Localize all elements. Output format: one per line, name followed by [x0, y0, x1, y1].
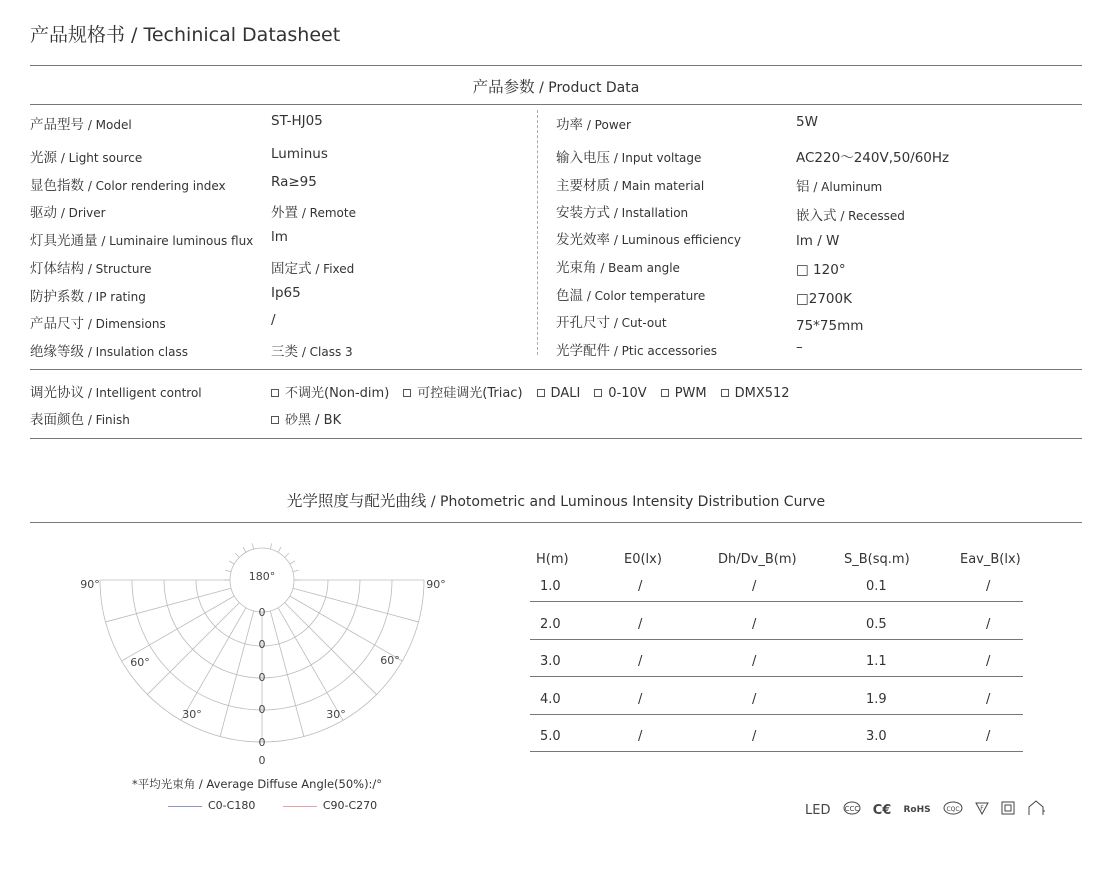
label-cn: 功率: [556, 117, 583, 133]
table-cell: 0.5: [866, 616, 887, 632]
table-cell: /: [986, 729, 991, 744]
f-mark-icon: [975, 801, 989, 819]
table-cell: /: [638, 691, 643, 707]
polar-spoke: [252, 543, 254, 549]
finish-label: 表面颜色 / Finish: [30, 412, 130, 428]
table-cell: 4.0: [540, 691, 561, 707]
divider: [30, 369, 1082, 370]
label-cn: 显色指数: [30, 178, 84, 194]
label-en: / Light source: [57, 151, 143, 165]
table-cell: /: [752, 616, 757, 632]
cqc-icon: [943, 801, 963, 819]
polar-spoke: [220, 611, 254, 737]
table-cell: /: [638, 579, 643, 594]
label-cn: 绝缘等级: [30, 344, 84, 360]
right-label-7: [556, 311, 667, 331]
polar-spoke: [229, 561, 234, 564]
polar-spoke: [293, 588, 419, 622]
table-row: [530, 617, 1023, 640]
table-cell: /: [986, 691, 991, 707]
column-divider: [537, 110, 538, 355]
label-en: / Luminaire luminous flux: [97, 234, 254, 248]
radial-value-label: 0: [258, 638, 266, 651]
polar-spoke: [225, 570, 231, 572]
table-cell: 3.0: [866, 729, 887, 744]
table-cell: 3.0: [540, 654, 561, 669]
right-label-0: [556, 113, 631, 133]
angle-label-30-right: 30°: [326, 708, 346, 721]
legend: [168, 799, 377, 812]
value-en: / Remote: [298, 206, 356, 220]
page-title: 产品规格书 / Techinical Datasheet: [30, 24, 341, 46]
label-en: / Luminous efficiency: [610, 233, 741, 247]
left-label-7: [30, 312, 166, 332]
right-value-0: 5W: [796, 114, 818, 130]
right-value-8: –: [796, 339, 803, 355]
right-value-4: lm / W: [796, 233, 840, 249]
label-cn: 主要材质: [556, 178, 610, 194]
checkbox-icon[interactable]: [661, 389, 669, 397]
table-cell: 1.1: [866, 654, 887, 669]
control-option-label: 可控硅调光(Triac): [417, 386, 523, 401]
right-value-3: [796, 204, 905, 224]
value-en: / Recessed: [836, 209, 905, 223]
table-cell: 0.1: [866, 579, 887, 594]
radial-value-label: 0: [258, 606, 266, 619]
label-en: / Beam angle: [596, 261, 680, 275]
control-option-label: PWM: [674, 386, 707, 401]
table-row: [530, 579, 1023, 602]
average-angle-note: *平均光束角 / Average Diffuse Angle(50%):/°: [132, 777, 383, 791]
left-value-0: ST-HJ05: [271, 113, 323, 129]
polar-spoke: [278, 547, 281, 552]
table-cell: /: [752, 579, 757, 594]
label-en: / Main material: [610, 179, 705, 193]
class-ii-icon: [1001, 801, 1015, 819]
rohs-mark: RoHS: [903, 805, 931, 815]
label-en: / Dimensions: [84, 317, 166, 331]
polar-diagram: [70, 540, 460, 780]
table-cell: /: [638, 616, 643, 632]
table-header: S_B(sq.m): [844, 552, 910, 567]
svg-text:F: F: [980, 805, 984, 812]
value-cn: 嵌入式: [796, 208, 837, 224]
certification-marks: [805, 800, 1053, 820]
ccc-icon: [843, 801, 861, 819]
table-cell: 5.0: [540, 729, 561, 744]
label-en: / Ptic accessories: [610, 344, 718, 358]
value-en: / Class 3: [298, 345, 353, 359]
checkbox-icon[interactable]: [721, 389, 729, 397]
control-option-label: 不调光(Non-dim): [285, 386, 390, 401]
divider: [30, 104, 1082, 105]
label-cn: 光学配件: [556, 343, 610, 359]
table-cell: /: [752, 654, 757, 669]
left-value-7: /: [271, 312, 276, 328]
label-en: / Color rendering index: [84, 179, 226, 193]
label-cn: 产品尺寸: [30, 316, 84, 332]
control-option[interactable]: [661, 386, 707, 401]
label-en: / Model: [84, 118, 132, 132]
label-cn: 色温: [556, 288, 583, 304]
control-option[interactable]: [403, 386, 522, 401]
table-header: Dh/Dv_B(m): [718, 552, 797, 567]
table-row: [530, 729, 1023, 752]
label-en: / Structure: [84, 262, 152, 276]
left-value-2: Ra≥95: [271, 174, 317, 190]
legend-label-c90: C90-C270: [322, 799, 378, 812]
right-label-8: [556, 339, 717, 359]
label-en: / IP rating: [84, 290, 146, 304]
label-cn: 灯具光通量: [30, 233, 98, 249]
checkbox-icon[interactable]: [594, 389, 602, 397]
divider: [30, 522, 1082, 523]
left-value-6: Ip65: [271, 285, 301, 301]
legend-line-c90: [283, 806, 317, 807]
table-row: [530, 654, 1023, 677]
polar-spoke: [243, 547, 246, 552]
right-label-1: [556, 146, 701, 166]
checkbox-icon[interactable]: [537, 389, 545, 397]
legend-label-c0: C0-C180: [208, 799, 256, 812]
control-label: 调光协议 / Intelligent control: [30, 385, 202, 401]
control-options: [271, 382, 804, 401]
table-cell: /: [986, 579, 991, 594]
polar-spoke: [270, 543, 272, 549]
left-label-3: [30, 201, 106, 221]
checkbox-icon[interactable]: [271, 416, 279, 424]
left-value-4: lm: [271, 229, 288, 245]
right-value-2: [796, 175, 882, 195]
label-en: / Cut-out: [610, 316, 667, 330]
label-en: / Power: [583, 118, 631, 132]
value-en: / Aluminum: [809, 180, 883, 194]
right-value-6: □2700K: [796, 291, 852, 307]
right-value-7: 75*75mm: [796, 318, 864, 334]
table-header: H(m): [536, 552, 569, 567]
value-cn: 三类: [271, 344, 298, 360]
control-option[interactable]: [721, 386, 790, 401]
table-cell: 2.0: [540, 616, 561, 632]
label-cn: 光源: [30, 150, 57, 166]
left-value-5: [271, 257, 354, 277]
divider: [30, 65, 1082, 66]
photometric-title-cn: 光学照度与配光曲线: [286, 492, 427, 510]
checkbox-icon[interactable]: [403, 389, 411, 397]
left-label-0: [30, 113, 132, 133]
polar-spoke: [290, 561, 295, 564]
svg-text:CQC: CQC: [946, 806, 960, 813]
label-en: / Insulation class: [84, 345, 188, 359]
radial-value-label: 0: [258, 736, 266, 749]
indoor-use-icon: [1027, 800, 1045, 820]
photometric-title: [30, 489, 1082, 511]
ce-icon: C€: [872, 802, 892, 818]
angle-label-60-left: 60°: [130, 656, 150, 669]
angle-label-180: 180°: [248, 570, 276, 583]
radial-value-label-bottom: 0: [258, 754, 266, 767]
control-option-label: DMX512: [734, 386, 790, 401]
control-option-label: 0-10V: [608, 386, 647, 401]
label-cn: 光束角: [556, 260, 597, 276]
left-label-4: [30, 229, 253, 249]
left-label-6: [30, 285, 146, 305]
angle-label-90-left: 90°: [80, 578, 100, 591]
right-label-5: [556, 256, 680, 276]
control-option[interactable]: [271, 386, 389, 401]
led-mark: LED: [805, 802, 831, 818]
photometric-title-en: / Photometric and Luminous Intensity Distribution Curve: [426, 494, 826, 510]
table-cell: 1.9: [866, 691, 887, 707]
left-value-3: [271, 201, 356, 221]
control-option[interactable]: [594, 386, 646, 401]
table-cell: /: [638, 654, 643, 669]
left-label-5: [30, 257, 152, 277]
angle-label-90-right: 90°: [426, 578, 446, 591]
value-cn: 铝: [796, 179, 810, 195]
polar-spoke: [235, 553, 239, 557]
table-cell: /: [986, 654, 991, 669]
left-label-8: [30, 340, 188, 360]
label-cn: 产品型号: [30, 117, 84, 133]
legend-line-c0: [168, 806, 202, 807]
left-label-2: [30, 174, 226, 194]
svg-text:CCC: CCC: [844, 805, 859, 813]
polar-spoke: [285, 553, 289, 557]
left-value-1: Luminus: [271, 146, 328, 162]
value-cn: 固定式: [271, 261, 312, 277]
table-cell: /: [986, 616, 991, 632]
value-cn: 外置: [271, 205, 298, 221]
table-header: E0(lx): [624, 552, 662, 567]
right-value-5: □ 120°: [796, 262, 846, 278]
right-label-6: [556, 284, 705, 304]
table-row: [530, 692, 1023, 715]
label-cn: 驱动: [30, 205, 57, 221]
section-title-en: / Product Data: [534, 80, 640, 96]
polar-spoke: [106, 588, 232, 622]
label-en: / Driver: [57, 206, 106, 220]
label-cn: 灯体结构: [30, 261, 84, 277]
radial-value-label: 0: [258, 671, 266, 684]
polar-spoke: [285, 603, 377, 695]
table-header: Eav_B(lx): [960, 552, 1021, 567]
label-en: / Input voltage: [610, 151, 702, 165]
label-en: / Color temperature: [583, 289, 706, 303]
control-option-label: DALI: [550, 386, 581, 401]
checkbox-icon[interactable]: [271, 389, 279, 397]
polar-spoke: [293, 570, 299, 572]
control-option[interactable]: [537, 386, 581, 401]
label-cn: 安装方式: [556, 205, 610, 221]
table-cell: /: [752, 729, 757, 744]
left-value-8: [271, 340, 353, 360]
label-cn: 发光效率: [556, 232, 610, 248]
right-label-3: [556, 201, 688, 221]
left-label-1: [30, 146, 142, 166]
angle-label-60-right: 60°: [380, 654, 400, 667]
table-cell: /: [638, 729, 643, 744]
table-cell: 1.0: [540, 579, 561, 594]
right-label-2: [556, 174, 704, 194]
angle-label-30-left: 30°: [182, 708, 202, 721]
section-title-cn: 产品参数: [472, 78, 535, 96]
table-cell: /: [752, 691, 757, 707]
right-label-4: [556, 228, 741, 248]
polar-spoke: [147, 603, 239, 695]
label-cn: 防护系数: [30, 289, 84, 305]
product-data-title: [30, 75, 1082, 97]
value-en: / Fixed: [311, 262, 355, 276]
right-value-1: AC220～240V,50/60Hz: [796, 150, 950, 166]
finish-option[interactable]: [271, 409, 341, 428]
divider: [30, 438, 1082, 439]
label-cn: 开孔尺寸: [556, 315, 610, 331]
label-en: / Installation: [610, 206, 689, 220]
finish-option-label: 砂黑 / BK: [285, 413, 342, 428]
radial-value-label: 0: [258, 703, 266, 716]
polar-spoke: [270, 611, 304, 737]
label-cn: 输入电压: [556, 150, 610, 166]
